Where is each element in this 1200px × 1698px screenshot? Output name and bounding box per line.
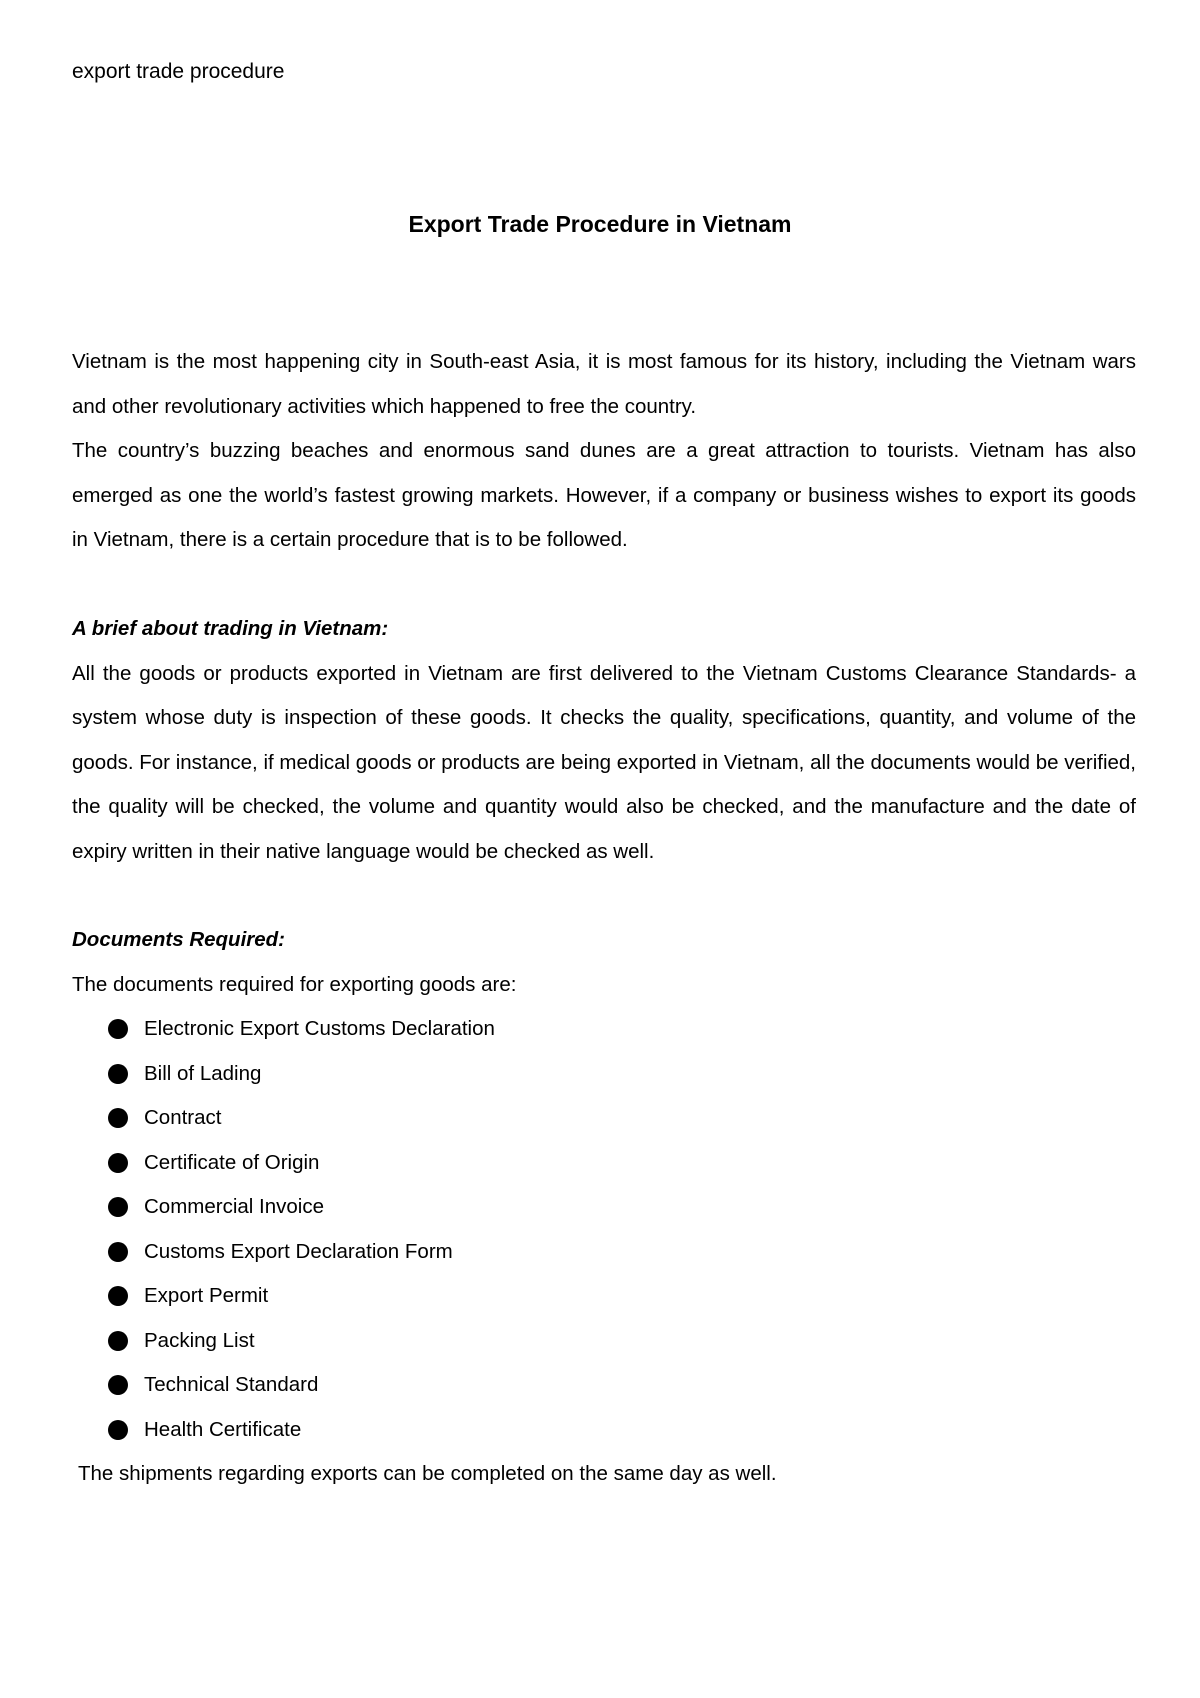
bullet-icon [108,1286,128,1306]
bullet-icon [108,1331,128,1351]
bullet-icon [108,1197,128,1217]
bullet-icon [108,1420,128,1440]
bullet-icon [108,1064,128,1084]
bullet-icon [108,1019,128,1039]
documents-section [72,918,1136,1497]
list-item-label: Bill of Lading [144,1061,262,1085]
intro-paragraph-2: The country’s buzzing beaches and enormous sand dunes are a great attraction to tourists. Vietnam has also emerged as one the world’s fastest growing markets. However, if a company or business wishes to export its goods in Vietnam, there is a certain procedure that is to be followed. [72,439,1136,551]
list-item [72,1363,1136,1408]
brief-paragraph: All the goods or products exported in Vietnam are first delivered to the Vietnam Customs Clearance Standards- a system whose duty is inspection of these goods. It checks the quality, specifications, quantity, and volume of the goods. For instance, if medical goods or products are being exported in Vietnam, all the documents would be verified, the quality will be checked, the volume and quantity would also be checked, and the manufacture and the date of expiry written in their native language would be checked as well. [72,661,1136,863]
bullet-icon [108,1108,128,1128]
list-item-label: Health Certificate [144,1417,302,1441]
list-item [72,1408,1136,1453]
list-item [72,1319,1136,1364]
list-item-label: Certificate of Origin [144,1150,320,1174]
list-item [72,1274,1136,1319]
list-item-label: Export Permit [144,1284,269,1307]
documents-list [72,1007,1136,1452]
list-item-label: Contract [144,1106,222,1129]
intro-section [72,340,1136,563]
list-item-label: Commercial Invoice [144,1195,324,1218]
list-item [72,1052,1136,1097]
list-item [72,1230,1136,1275]
list-item-label: Customs Export Declaration Form [144,1239,453,1263]
list-item-label: Electronic Export Customs Declaration [144,1017,495,1040]
list-item [72,1096,1136,1141]
list-item [72,1007,1136,1052]
list-item-label: Packing List [144,1328,255,1352]
documents-heading: Documents Required: [72,928,285,951]
closing-paragraph: The shipments regarding exports can be completed on the same day as well. [78,1462,777,1485]
documents-intro: The documents required for exporting goods are: [72,972,517,996]
document-title: Export Trade Procedure in Vietnam [408,211,792,237]
list-item-label: Technical Standard [144,1373,319,1396]
intro-paragraph-1: Vietnam is the most happening city in South-east Asia, it is most famous for its history, including the Vietnam wars and other revolutionary activities which happened to free the country. [72,350,1136,418]
page-header: export trade procedure [72,60,285,83]
brief-heading: A brief about trading in Vietnam: [72,617,389,640]
bullet-icon [108,1242,128,1262]
list-item [72,1141,1136,1186]
brief-section [72,607,1136,874]
list-item [72,1185,1136,1230]
bullet-icon [108,1153,128,1173]
bullet-icon [108,1375,128,1395]
